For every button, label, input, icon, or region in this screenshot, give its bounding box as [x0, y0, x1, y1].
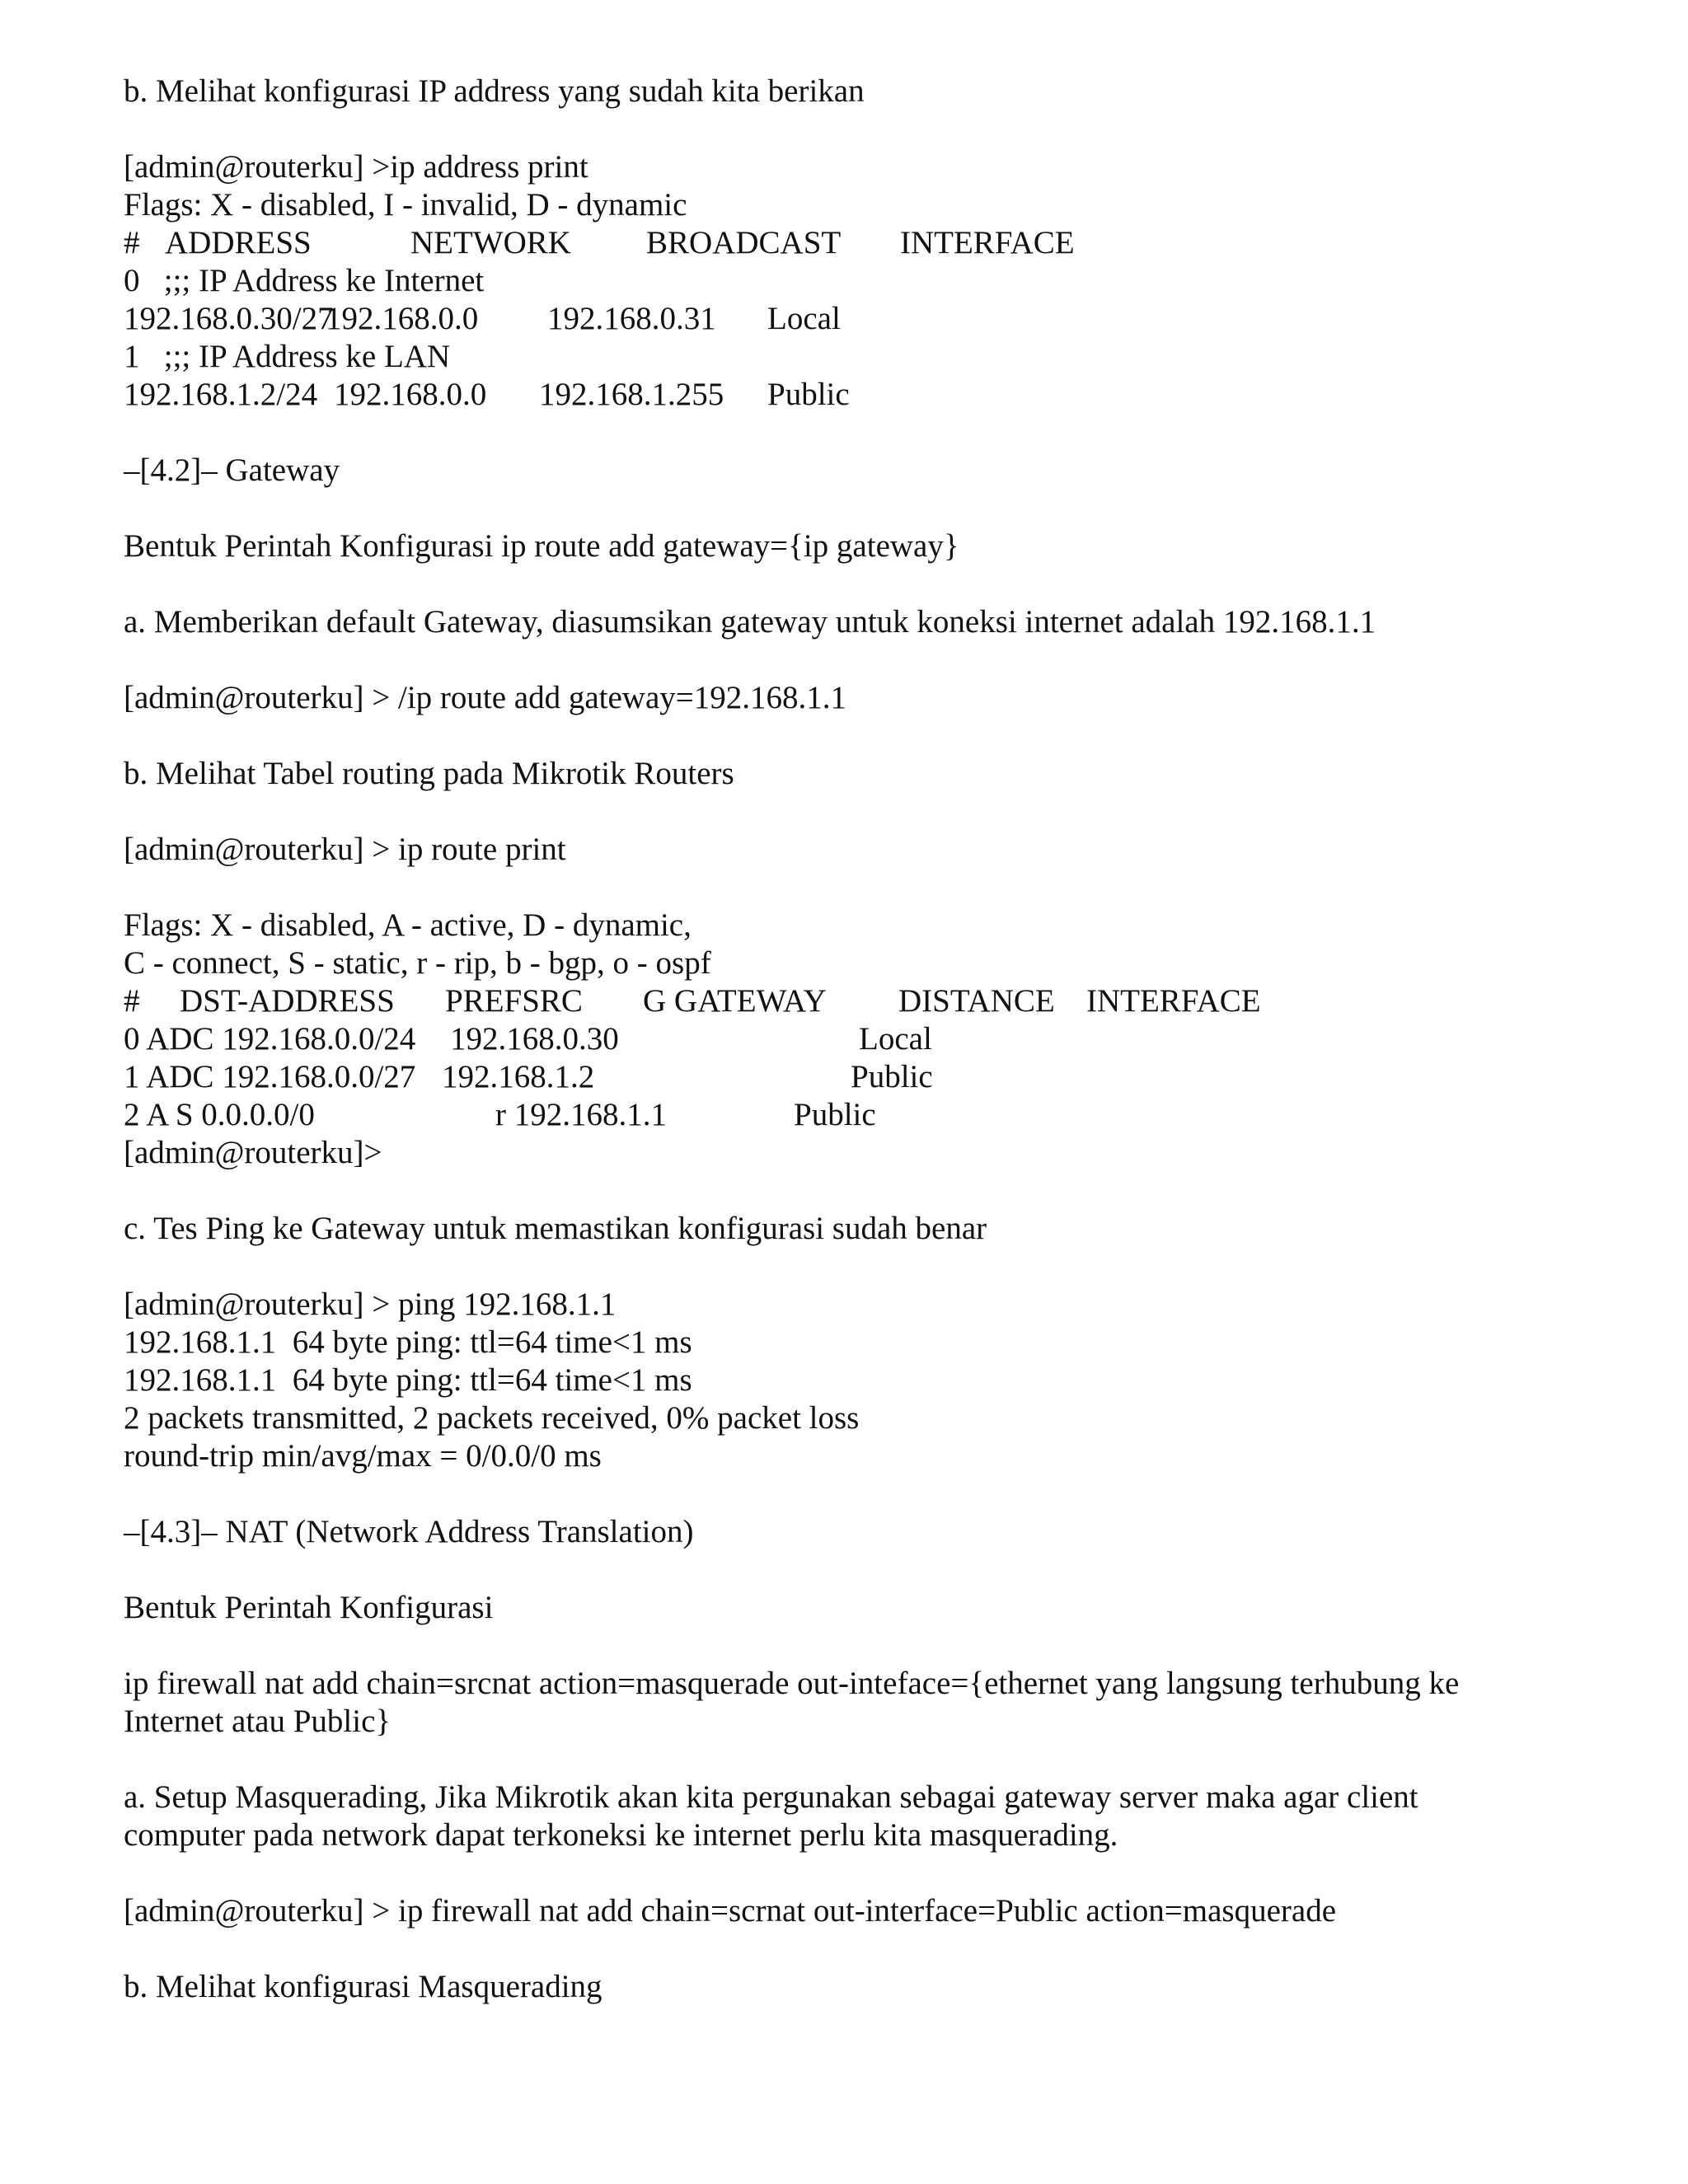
addr-cell-broadcast: 192.168.1.255 [539, 377, 724, 412]
gateway-add-command: [admin@routerku] > /ip route add gateway=192.168.1.1 [124, 680, 847, 715]
addr-table-header [124, 224, 1607, 262]
nat-step-b: b. Melihat konfigurasi Masquerading [124, 1969, 603, 2004]
route-cell-prefsrc: 192.168.0.30 [450, 1021, 619, 1057]
ping-output-line: 2 packets transmitted, 2 packets received, 0% packet loss [124, 1400, 860, 1436]
addr-cell-interface: Public [767, 377, 850, 412]
route-cell-interface: Public [851, 1059, 933, 1094]
route-cell-destination: 2 A S 0.0.0.0/0 [124, 1097, 315, 1132]
addr-flags-line: Flags: X - disabled, I - invalid, D - dynamic [124, 187, 687, 223]
nat-command-template: Internet atau Public} [124, 1704, 392, 1739]
nat-section-heading: –[4.3]– NAT (Network Address Translation) [124, 1514, 694, 1549]
addr-cell-address: 192.168.0.30/27 [124, 301, 334, 336]
route-table-row [124, 1058, 1607, 1096]
route-table-row [124, 1020, 1607, 1058]
gateway-section-heading: –[4.2]– Gateway [124, 452, 340, 488]
addr-table-row [124, 300, 1607, 338]
route-col-gateway: G GATEWAY [643, 983, 827, 1019]
route-prompt-end: [admin@routerku]> [124, 1135, 382, 1170]
addr-cell-address: 192.168.1.2/24 [124, 377, 318, 412]
gateway-step-b: b. Melihat Tabel routing pada Mikrotik Routers [124, 756, 734, 791]
gateway-step-a: a. Memberikan default Gateway, diasumsikan gateway untuk koneksi internet adalah 192.168.1.1 [124, 604, 1376, 640]
gateway-command-form: Bentuk Perintah Konfigurasi ip route add gateway={ip gateway} [124, 528, 959, 564]
addr-row-comment: 1 ;;; IP Address ke LAN [124, 339, 451, 374]
addr-print-command: [admin@routerku] >ip address print [124, 149, 588, 185]
nat-step-a: a. Setup Masquerading, Jika Mikrotik akan kita pergunakan sebagai gateway server maka agar client [124, 1779, 1418, 1815]
route-table-header [124, 982, 1607, 1020]
addr-row-comment: 0 ;;; IP Address ke Internet [124, 263, 485, 298]
addr-col-address: ADDRESS [165, 225, 312, 260]
nat-command-template: ip firewall nat add chain=srcnat action=masquerade out-inteface={ethernet yang langsung terhubung ke [124, 1666, 1460, 1701]
addr-table-row [124, 376, 1607, 414]
route-cell-prefsrc: 192.168.1.2 [442, 1059, 595, 1094]
addr-cell-network: 192.168.0.0 [334, 377, 487, 412]
route-cell-interface: Local [859, 1021, 932, 1057]
addr-cell-broadcast: 192.168.0.31 [547, 301, 716, 336]
route-flags-line: C - connect, S - static, r - rip, b - bgp, o - ospf [124, 945, 711, 981]
route-cell-destination: 1 ADC 192.168.0.0/27 [124, 1059, 416, 1094]
route-col-prefsrc: PREFSRC [445, 983, 583, 1019]
gateway-step-c: c. Tes Ping ke Gateway untuk memastikan konfigurasi sudah benar [124, 1211, 987, 1246]
route-print-command: [admin@routerku] > ip route print [124, 832, 566, 867]
nat-masquerade-command: [admin@routerku] > ip firewall nat add chain=scrnat out-interface=Public action=masquerade [124, 1893, 1337, 1929]
route-flags-line: Flags: X - disabled, A - active, D - dynamic, [124, 907, 692, 943]
route-col-dst-address: DST-ADDRESS [180, 983, 395, 1019]
route-cell-destination: 0 ADC 192.168.0.0/24 [124, 1021, 416, 1057]
route-table-row [124, 1096, 1607, 1134]
ping-output-line: 192.168.1.1 64 byte ping: ttl=64 time<1 ms [124, 1362, 692, 1398]
addr-col-interface: INTERFACE [900, 225, 1075, 260]
addr-cell-network: 192.168.0.0 [326, 301, 479, 336]
ping-output-line: [admin@routerku] > ping 192.168.1.1 [124, 1286, 617, 1322]
route-col-distance: DISTANCE [898, 983, 1055, 1019]
ping-output-line: round-trip min/avg/max = 0/0.0/0 ms [124, 1438, 602, 1474]
addr-col-broadcast: BROADCAST [646, 225, 842, 260]
addr-cell-interface: Local [767, 301, 841, 336]
ping-output-line: 192.168.1.1 64 byte ping: ttl=64 time<1 ms [124, 1324, 692, 1360]
addr-col-index: # [124, 225, 140, 260]
nat-command-form: Bentuk Perintah Konfigurasi [124, 1590, 494, 1625]
route-col-interface: INTERFACE [1086, 983, 1261, 1019]
nat-step-a: computer pada network dapat terkoneksi ke internet perlu kita masquerading. [124, 1817, 1118, 1853]
route-cell-gateway: r 192.168.1.1 [495, 1097, 667, 1132]
route-col-index: # [124, 983, 140, 1019]
route-cell-interface: Public [794, 1097, 876, 1132]
addr-view-heading: b. Melihat konfigurasi IP address yang sudah kita berikan [124, 73, 865, 109]
addr-col-network: NETWORK [410, 225, 571, 260]
